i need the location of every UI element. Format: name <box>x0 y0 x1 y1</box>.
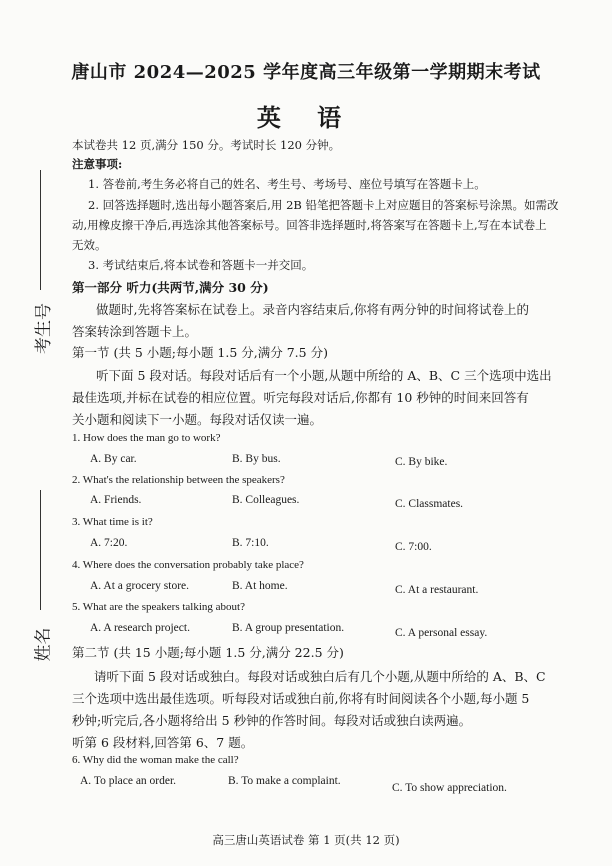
question-2-option-a: A. Friends. <box>90 494 142 506</box>
notes-heading: 注意事项: <box>72 157 123 171</box>
question-5-option-a: A. A research project. <box>90 622 190 634</box>
question-3: 3. What time is it? <box>72 516 153 528</box>
note-2-line-1: 2. 回答选择题时,选出每小题答案后,用 2B 铅笔把答题卡上对应题目的答案标号涂黑。如需改 <box>88 198 559 212</box>
question-4-option-b: B. At home. <box>232 580 288 592</box>
note-1: 1. 答卷前,考生务必将自己的姓名、考生号、考场号、座位号填写在答题卡上。 <box>88 177 486 191</box>
question-4-option-c: C. At a restaurant. <box>395 584 479 596</box>
section2-desc-line-2: 三个选项中选出最佳选项。听每段对话或独白前,你将有时间阅读各个小题,每小题 5 <box>72 691 530 706</box>
section2-heading: 第二节 (共 15 小题;每小题 1.5 分,满分 22.5 分) <box>72 645 344 660</box>
question-6: 6. Why did the woman make the call? <box>72 754 239 766</box>
question-2-option-c: C. Classmates. <box>395 498 464 510</box>
question-1: 1. How does the man go to work? <box>72 432 221 444</box>
question-4: 4. Where does the conversation probably take place? <box>72 559 304 571</box>
part1-desc-line-2: 答案转涂到答题卡上。 <box>72 324 198 339</box>
question-6-option-a: A. To place an order. <box>80 775 177 787</box>
question-3-option-c: C. 7:00. <box>395 541 432 553</box>
note-2-line-3: 无效。 <box>72 238 107 252</box>
question-6-option-c: C. To show appreciation. <box>392 782 507 794</box>
question-2: 2. What's the relationship between the speakers? <box>72 474 285 486</box>
margin-line-top <box>40 170 41 290</box>
margin-line-middle <box>40 490 41 610</box>
section2-desc-line-3: 秒钟;听完后,各小题将给出 5 秒钟的作答时间。每段对话或独白读两遍。 <box>72 713 472 728</box>
question-1-option-b: B. By bus. <box>232 453 281 465</box>
section1-desc-line-1: 听下面 5 段对话。每段对话后有一个小题,从题中所给的 A、B、C 三个选项中选出 <box>96 368 552 383</box>
part1-heading: 第一部分 听力(共两节,满分 30 分) <box>72 280 269 295</box>
question-5: 5. What are the speakers talking about? <box>72 601 245 613</box>
exam-title: 唐山市 2024—2025 学年度高三年级第一学期期末考试 <box>71 62 541 83</box>
question-3-option-b: B. 7:10. <box>232 537 269 549</box>
question-5-option-c: C. A personal essay. <box>395 627 488 639</box>
question-3-option-a: A. 7:20. <box>90 537 128 549</box>
section1-desc-line-3: 关小题和阅读下一小题。每段对话仅读一遍。 <box>72 412 323 427</box>
note-2-line-2: 动,用橡皮擦干净后,再选涂其他答案标号。回答非选择题时,将答案写在答题卡上,写在本试卷上 <box>72 218 547 232</box>
question-1-option-a: A. By car. <box>90 453 137 465</box>
page-footer: 高三唐山英语试卷 第 1 页(共 12 页) <box>212 833 400 847</box>
name-label: 姓名 <box>33 627 54 662</box>
section1-heading: 第一节 (共 5 小题;每小题 1.5 分,满分 7.5 分) <box>72 345 328 360</box>
section2-desc-line-1: 请听下面 5 段对话或独白。每段对话或独白后有几个小题,从题中所给的 A、B、C <box>94 669 546 684</box>
section1-desc-line-2: 最佳选项,并标在试卷的相应位置。听完每段对话后,你都有 10 秒钟的时间来回答有 <box>72 390 529 405</box>
question-5-option-b: B. A group presentation. <box>232 622 345 634</box>
question-4-option-a: A. At a grocery store. <box>90 580 189 592</box>
question-2-option-b: B. Colleagues. <box>232 494 300 506</box>
subject-title: 英 语 <box>256 103 356 132</box>
part1-desc-line-1: 做题时,先将答案标在试卷上。录音内容结束后,你将有两分钟的时间将试卷上的 <box>96 302 529 317</box>
exam-id-label: 考生号 <box>34 303 54 354</box>
question-6-option-b: B. To make a complaint. <box>228 775 341 787</box>
exam-intro: 本试卷共 12 页,满分 150 分。考试时长 120 分钟。 <box>72 138 341 152</box>
note-3: 3. 考试结束后,将本试卷和答题卡一并交回。 <box>88 258 314 272</box>
section2-desc-line-4: 听第 6 段材料,回答第 6、7 题。 <box>72 735 254 750</box>
question-1-option-c: C. By bike. <box>395 456 448 468</box>
